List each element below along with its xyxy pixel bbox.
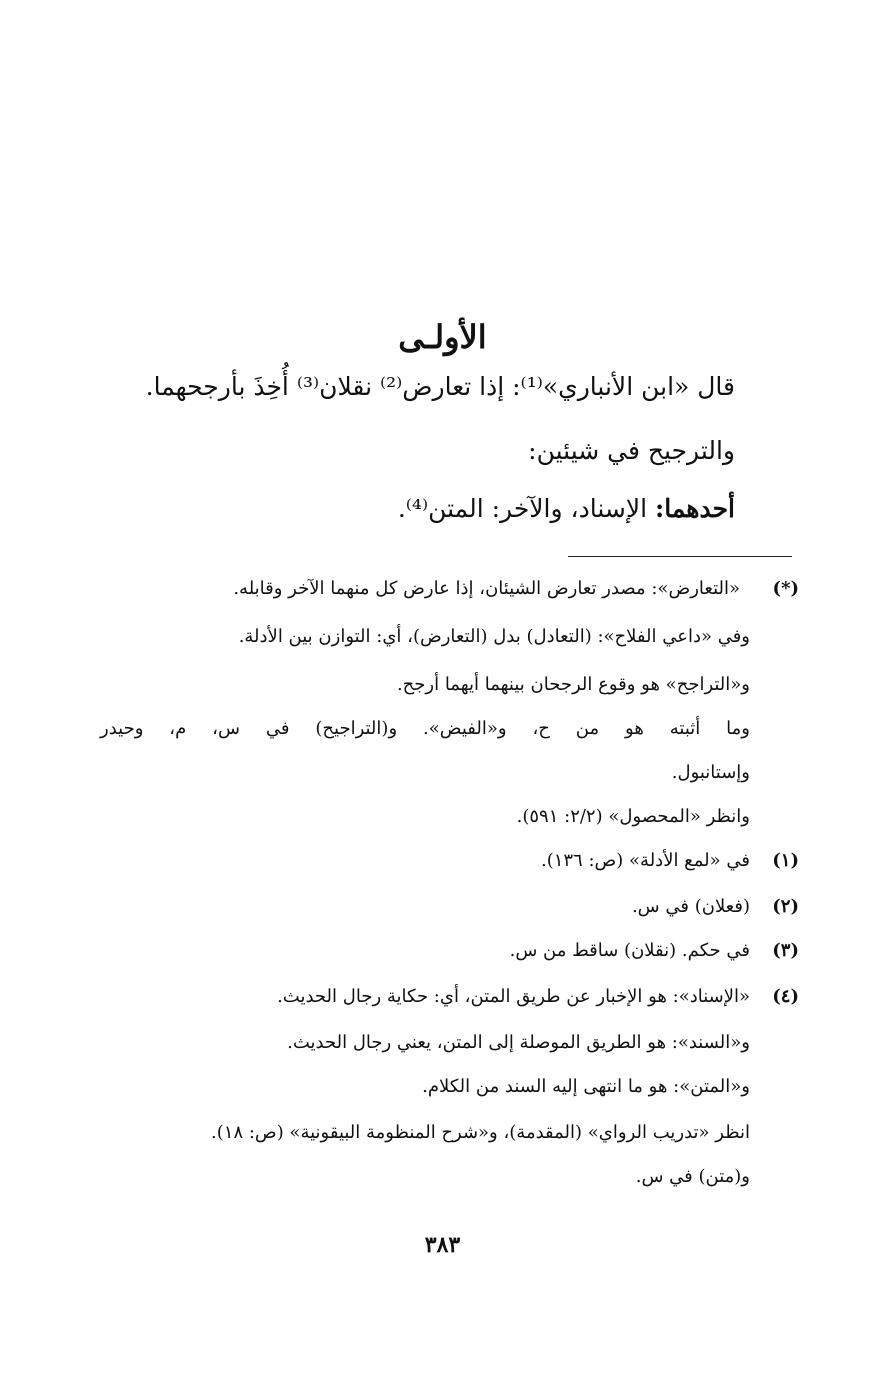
main-text-line-3 xyxy=(95,494,735,523)
main-text-rest: الإسناد، والآخر: المتن⁽⁴⁾. xyxy=(397,494,655,523)
footnote-3-marker: (٣) xyxy=(772,940,799,961)
section-heading: الأولـى xyxy=(398,318,487,356)
footnote-3-text: في حكم. (نقلان) ساقط من س. xyxy=(509,940,750,961)
footnote-1-marker: (١) xyxy=(772,850,799,871)
main-text-line-2: والترجيح في شيئين: xyxy=(528,436,735,465)
footnote-2-text: (فعلان) في س. xyxy=(631,896,750,917)
footnote-4-line: و«المتن»: هو ما انتهى إليه السند من الكلام. xyxy=(422,1076,750,1097)
footnote-star-line: «التعارض»: مصدر تعارض الشيئان، إذا عارض كل منهما الآخر وقابله. xyxy=(233,578,740,599)
footnote-star-marker: (*) xyxy=(772,578,799,599)
footnote-4-line: و«السند»: هو الطريق الموصلة إلى المتن، يعني رجال الحديث. xyxy=(287,1032,750,1053)
footnote-1-text: في «لمع الأدلة» (ص: ١٣٦). xyxy=(540,850,750,871)
footnote-4-line: انظر «تدريب الرواي» (المقدمة)، و«شرح المنظومة البيقونية» (ص: ١٨). xyxy=(211,1122,750,1143)
footnote-star-line: وانظر «المحصول» (٢/٢: ٥٩١). xyxy=(516,806,750,827)
footnote-star-line: وإستانبول. xyxy=(671,762,750,783)
main-text-line-1: قال «ابن الأنباري»⁽¹⁾: إذا تعارض⁽²⁾ نقلان⁽³⁾ أُخِذَ بأرجحهما. xyxy=(145,372,735,401)
footnote-star-line: و«التراجح» هو وقوع الرجحان بينهما أيهما أرجح. xyxy=(396,674,750,695)
footnote-separator xyxy=(568,556,792,557)
footnote-4-line: و(متن) في س. xyxy=(635,1166,750,1187)
footnote-star-line: وفي «داعي الفلاح»: (التعادل) بدل (التعارض)، أي: التوازن بين الأدلة. xyxy=(238,626,750,647)
footnote-star-line: وما أثبته هو من ح، و«الفيض». و(التراجيح) في س، م، وحيدر xyxy=(100,718,750,739)
main-text-bold-lead: أحدهما: xyxy=(654,494,735,523)
page-number: ٣٨٣ xyxy=(424,1232,461,1258)
footnote-4-marker: (٤) xyxy=(772,986,799,1007)
footnote-2-marker: (٢) xyxy=(772,896,799,917)
footnote-4-line: «الإسناد»: هو الإخبار عن طريق المتن، أي: حكاية رجال الحديث. xyxy=(277,986,750,1007)
